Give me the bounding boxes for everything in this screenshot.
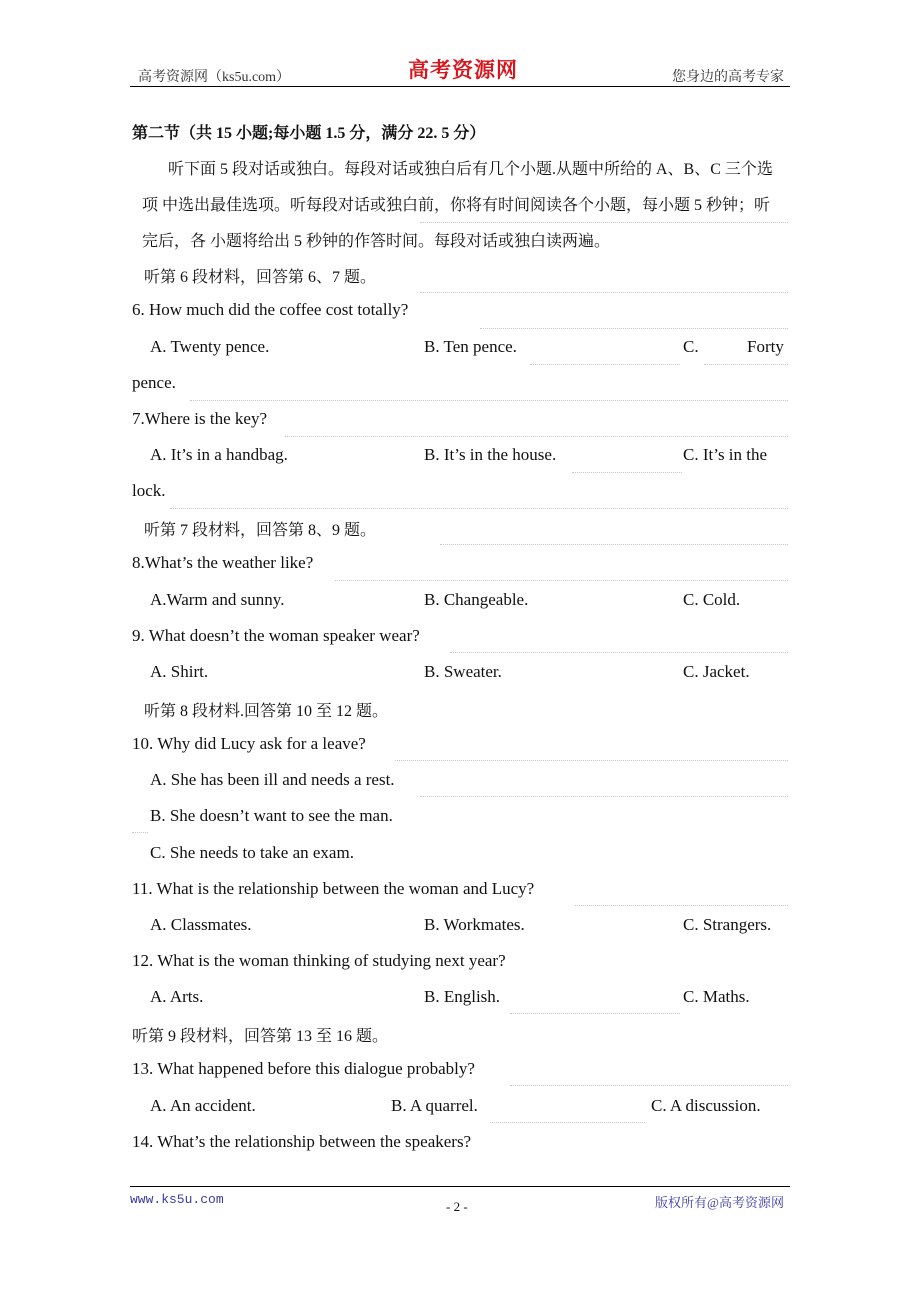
q9-option-b: B. Sweater. xyxy=(424,662,502,681)
guide-line xyxy=(190,400,788,401)
question-10: 10. Why did Lucy ask for a leave? xyxy=(132,734,366,753)
page-number: - 2 - xyxy=(446,1199,468,1214)
page-header xyxy=(130,60,790,87)
segment-7-intro: 听第 7 段材料，回答第 8、9 题。 xyxy=(144,522,377,539)
q6-option-a: A. Twenty pence. xyxy=(150,337,270,356)
q6-option-c-cont: Forty xyxy=(747,337,784,356)
section-title: 第二节（共 15 小题;每小题 1.5 分，满分 22. 5 分） xyxy=(132,125,486,142)
q9-option-c: C. Jacket. xyxy=(683,662,750,681)
segment-9-intro: 听第 9 段材料，回答第 13 至 16 题。 xyxy=(132,1028,389,1045)
q7-option-c-wrap: lock. xyxy=(132,481,166,500)
header-right: 您身边的高考专家 xyxy=(672,70,784,85)
q13-option-a: A. An accident. xyxy=(150,1096,256,1115)
q11-option-a: A. Classmates. xyxy=(150,915,252,934)
guide-line xyxy=(170,508,788,509)
guide-line xyxy=(704,364,788,365)
footer-copyright: 版权所有@高考资源网 xyxy=(655,1195,784,1210)
header-logo-text: 高考资源网 xyxy=(408,58,518,82)
guide-line xyxy=(285,436,788,437)
footer-website-link[interactable]: www.ks5u.com xyxy=(130,1192,224,1207)
q7-option-b: B. It’s in the house. xyxy=(424,445,557,464)
q6-option-b: B. Ten pence. xyxy=(424,337,517,356)
guide-line xyxy=(335,580,788,581)
guide-line xyxy=(450,652,788,653)
q9-option-a: A. Shirt. xyxy=(150,662,209,681)
question-11: 11. What is the relationship between the woman and Lucy? xyxy=(132,879,535,898)
question-13: 13. What happened before this dialogue probably? xyxy=(132,1059,475,1078)
question-7: 7.Where is the key? xyxy=(132,409,267,428)
q10-option-a: A. She has been ill and needs a rest. xyxy=(150,770,395,789)
guide-line xyxy=(530,364,680,365)
page-footer xyxy=(130,1186,790,1217)
question-8: 8.What’s the weather like? xyxy=(132,553,314,572)
guide-line xyxy=(480,328,788,329)
q12-option-b: B. English. xyxy=(424,987,501,1006)
q6-option-c: C. xyxy=(683,337,699,356)
q8-option-c: C. Cold. xyxy=(683,590,741,609)
q12-option-a: A. Arts. xyxy=(150,987,204,1006)
q11-option-b: B. Workmates. xyxy=(424,915,525,934)
guide-line xyxy=(575,905,788,906)
guide-line xyxy=(440,544,788,545)
guide-line xyxy=(420,222,788,223)
segment-8-intro: 听第 8 段材料.回答第 10 至 12 题。 xyxy=(144,703,389,720)
q7-option-a: A. It’s in a handbag. xyxy=(150,445,288,464)
instruction-line-1: 听下面 5 段对话或独白。每段对话或独白后有几个小题.从题中所给的 A、B、C 三个选 xyxy=(168,161,773,178)
q11-option-c: C. Strangers. xyxy=(683,915,772,934)
guide-line xyxy=(132,832,148,833)
q13-option-c: C. A discussion. xyxy=(651,1096,761,1115)
q12-option-c: C. Maths. xyxy=(683,987,750,1006)
guide-line xyxy=(420,292,788,293)
guide-line xyxy=(510,1013,680,1014)
question-14: 14. What’s the relationship between the speakers? xyxy=(132,1132,472,1151)
guide-line xyxy=(395,760,788,761)
question-12: 12. What is the woman thinking of studying next year? xyxy=(132,951,506,970)
instruction-line-2: 项 中选出最佳选项。听每段对话或独白前，你将有时间阅读各个小题，每小题 5 秒钟；听 xyxy=(142,197,771,214)
guide-line xyxy=(572,472,682,473)
q13-option-b: B. A quarrel. xyxy=(391,1096,478,1115)
q7-option-c: C. It’s in the xyxy=(683,445,768,464)
guide-line xyxy=(490,1122,645,1123)
guide-line xyxy=(420,796,788,797)
instruction-line-3: 完后，各 小题将给出 5 秒钟的作答时间。每段对话或独白读两遍。 xyxy=(142,233,611,250)
question-9: 9. What doesn’t the woman speaker wear? xyxy=(132,626,420,645)
q8-option-b: B. Changeable. xyxy=(424,590,529,609)
segment-6-intro: 听第 6 段材料，回答第 6、7 题。 xyxy=(144,269,377,286)
guide-line xyxy=(510,1085,788,1086)
question-6: 6. How much did the coffee cost totally? xyxy=(132,300,409,319)
q10-option-b: B. She doesn’t want to see the man. xyxy=(150,806,393,825)
q6-option-c-wrap: pence. xyxy=(132,373,176,392)
q8-option-a: A.Warm and sunny. xyxy=(150,590,285,609)
q10-option-c: C. She needs to take an exam. xyxy=(150,843,354,862)
header-left: 高考资源网（ks5u.com） xyxy=(138,70,291,85)
